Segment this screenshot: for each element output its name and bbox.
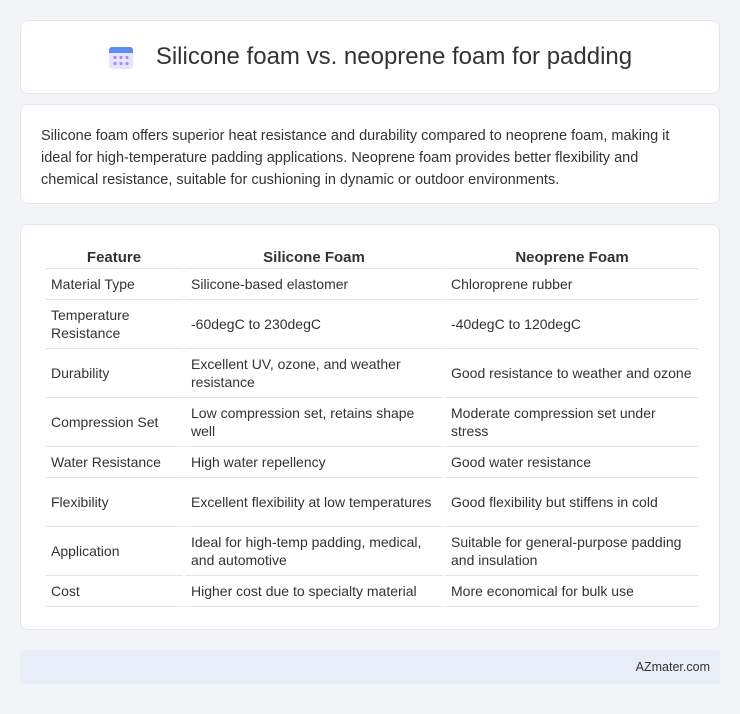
header-feature: Feature	[45, 245, 183, 269]
feature-cell: Temperature Resistance	[45, 300, 183, 349]
table-row	[45, 269, 699, 300]
neoprene-cell: More economical for bulk use	[445, 576, 699, 607]
neoprene-cell: Good water resistance	[445, 447, 699, 478]
neoprene-cell: -40degC to 120degC	[445, 300, 699, 349]
table-row	[45, 300, 699, 349]
calendar-icon	[108, 44, 134, 70]
table-header-row	[45, 245, 699, 269]
neoprene-cell: Moderate compression set under stress	[445, 398, 699, 447]
summary-card	[20, 104, 720, 204]
header-silicone-foam: Silicone Foam	[185, 245, 443, 269]
silicone-cell: Excellent UV, ozone, and weather resistance	[185, 349, 443, 398]
neoprene-cell: Chloroprene rubber	[445, 269, 699, 300]
silicone-cell: Higher cost due to specialty material	[185, 576, 443, 607]
table-row	[45, 478, 699, 527]
feature-cell: Compression Set	[45, 398, 183, 447]
table-row	[45, 576, 699, 607]
comparison-table-card	[20, 224, 720, 630]
table-row	[45, 349, 699, 398]
table-row	[45, 398, 699, 447]
summary-text: Silicone foam offers superior heat resistance and durability compared to neoprene foam, making it ideal for high-temperature padding applications. Neoprene foam provides better flexibility and chemical resistance, suitable for cushioning in dynamic or outdoor environments.	[41, 128, 670, 188]
comparison-table	[43, 245, 701, 607]
silicone-cell: High water repellency	[185, 447, 443, 478]
header-neoprene-foam: Neoprene Foam	[445, 245, 699, 269]
table-row	[45, 447, 699, 478]
feature-cell: Application	[45, 527, 183, 576]
silicone-cell: Silicone-based elastomer	[185, 269, 443, 300]
silicone-cell: -60degC to 230degC	[185, 300, 443, 349]
feature-cell: Cost	[45, 576, 183, 607]
feature-cell: Material Type	[45, 269, 183, 300]
page-title: Silicone foam vs. neoprene foam for padding	[155, 43, 633, 70]
neoprene-cell: Good resistance to weather and ozone	[445, 349, 699, 398]
table-row	[45, 527, 699, 576]
silicone-cell: Ideal for high-temp padding, medical, and automotive	[185, 527, 443, 576]
feature-cell: Water Resistance	[45, 447, 183, 478]
neoprene-cell: Good flexibility but stiffens in cold	[445, 478, 699, 527]
footer-bar	[20, 650, 720, 684]
title-card	[20, 20, 720, 94]
silicone-cell: Low compression set, retains shape well	[185, 398, 443, 447]
neoprene-cell: Suitable for general-purpose padding and insulation	[445, 527, 699, 576]
silicone-cell: Excellent flexibility at low temperatures	[185, 478, 443, 527]
footer-site-label[interactable]: AZmater.com	[635, 660, 710, 674]
feature-cell: Durability	[45, 349, 183, 398]
feature-cell: Flexibility	[45, 478, 183, 527]
